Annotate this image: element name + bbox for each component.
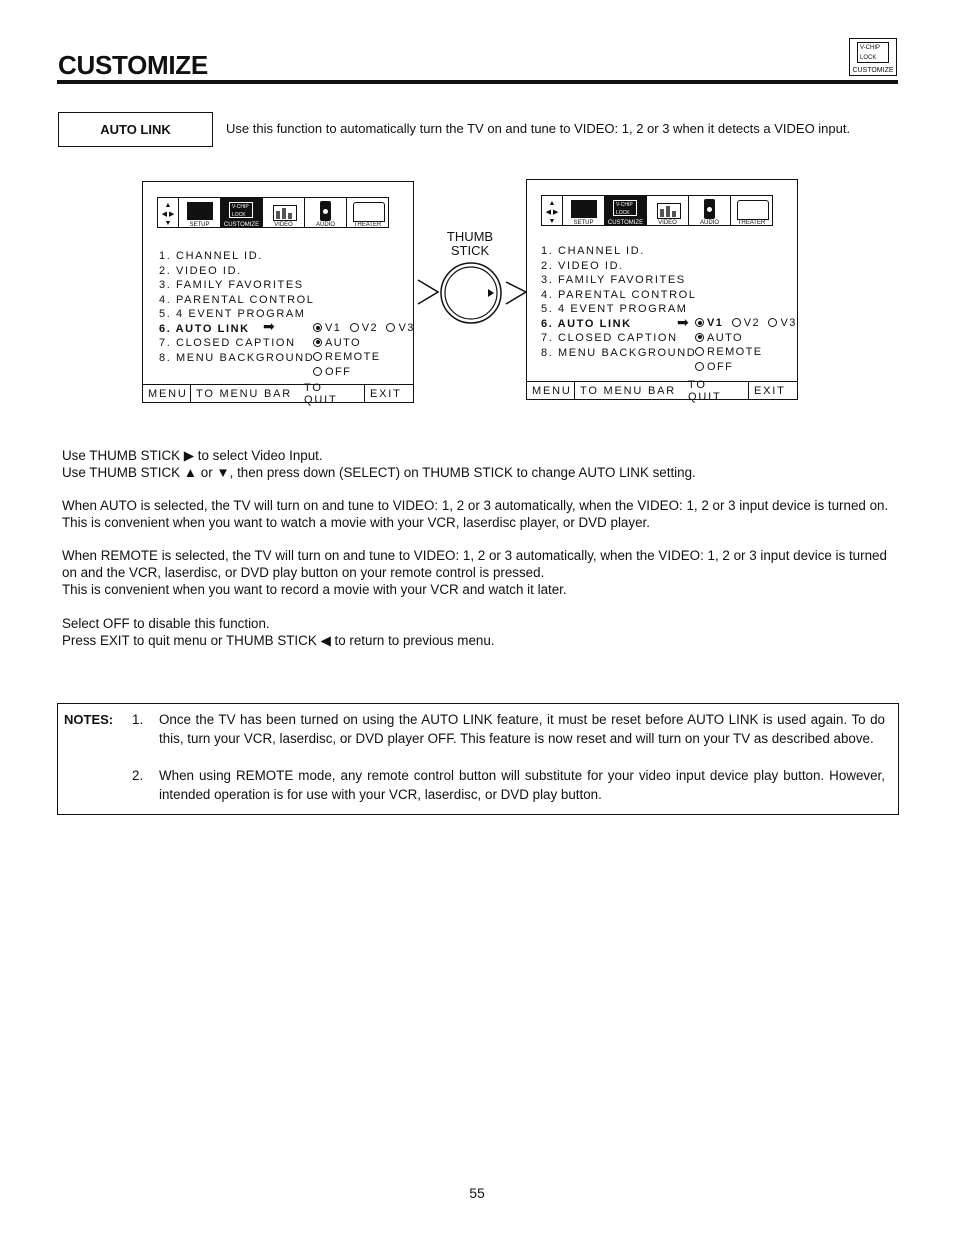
paragraph-remote-convenience: This is convenient when you want to record a movie with your VCR and watch it later. (62, 582, 567, 597)
tab-audio: AUDIO (689, 195, 731, 226)
customize-icon-caption: CUSTOMIZE (852, 67, 894, 74)
header-rule (57, 80, 898, 84)
instruction-select-input: Use THUMB STICK ▶ to select Video Input. (62, 448, 323, 463)
radio-icon (768, 318, 777, 327)
menu-item-auto-link: 6. AUTO LINK (541, 317, 632, 330)
radio-icon (350, 323, 359, 332)
customize-icon (849, 38, 897, 76)
nav-arrows-icon: ▲ ◀ ▶ ▼ (541, 195, 563, 226)
menu-item: 2. VIDEO ID. (159, 264, 242, 277)
right-arrow-icon: ➡ (677, 314, 689, 330)
tab-audio: AUDIO (305, 197, 347, 228)
notes-box (57, 703, 899, 815)
page-number: 55 (469, 1185, 485, 1201)
nav-arrows-icon: ▲ ◀ ▶ ▼ (157, 197, 179, 228)
paragraph-auto: When AUTO is selected, the TV will turn on and tune to VIDEO: 1, 2 or 3 automatically, when the VIDEO: 1, 2 or 3 input device is turned on. This is convenient when you want to watch a movie with your VCR, laserdisc player, or DVD player. (62, 498, 889, 530)
tab-setup: SETUP (179, 197, 221, 228)
tab-video: VIDEO (647, 195, 689, 226)
radio-icon (695, 347, 704, 356)
menu-icon-bar (157, 197, 389, 231)
theater-icon (353, 202, 385, 222)
menu-item: 1. CHANNEL ID. (159, 250, 263, 262)
menu-item: 2. VIDEO ID. (541, 259, 624, 272)
vchip-art: V-CHIP LOCK (857, 42, 889, 63)
menu-item: 1. CHANNEL ID. (541, 245, 645, 257)
tab-theater: THEATER (347, 197, 389, 228)
menu-item: 3. FAMILY FAVORITES (159, 279, 304, 291)
thumb-stick-label: THUMB STICK (446, 229, 494, 258)
menu-bottom-bar: MENU TO MENU BAR TO QUIT EXIT (143, 384, 413, 402)
right-arrow-icon: ➡ (263, 318, 275, 334)
tv-menu-screen-after (526, 179, 798, 403)
radio-icon (313, 352, 322, 361)
page-title: CUSTOMIZE (58, 50, 208, 80)
menu-item-auto-link: 6. AUTO LINK (159, 322, 250, 335)
radio-selected-icon (695, 333, 704, 342)
instruction-off: Select OFF to disable this function. (62, 616, 270, 631)
menu-item: 8. MENU BACKGROUND (159, 351, 315, 364)
tv-menu-screen-before (142, 181, 415, 406)
radio-selected-icon (695, 318, 704, 327)
speaker-icon (704, 199, 715, 219)
radio-selected-icon (313, 323, 322, 332)
menu-item: 8. MENU BACKGROUND (541, 346, 697, 359)
menu-item: 5. 4 EVENT PROGRAM (159, 308, 306, 320)
menu-item-list (159, 249, 315, 365)
menu-item-list (541, 244, 697, 360)
radio-selected-icon (313, 338, 322, 347)
radio-icon (732, 318, 741, 327)
menu-item: 7. CLOSED CAPTION (541, 332, 678, 344)
menu-item: 3. FAMILY FAVORITES (541, 274, 686, 286)
tab-customize: V-CHIP LOCK CUSTOMIZE (221, 197, 263, 228)
menu-bottom-bar: MENU TO MENU BAR TO QUIT EXIT (527, 381, 797, 399)
auto-link-label-box: AUTO LINK (58, 112, 213, 147)
menu-item: 7. CLOSED CAPTION (159, 337, 296, 349)
tab-customize: V-CHIP LOCK CUSTOMIZE (605, 195, 647, 226)
note-text: When using REMOTE mode, any remote control button will substitute for your video input device play button. However, intended operation is for use with your VCR, laserdisc, or DVD play button. (159, 768, 885, 802)
paragraph-remote: When REMOTE is selected, the TV will turn on and tune to VIDEO: 1, 2 or 3 automatically, when the VIDEO: 1, 2 or 3 input device is turned on and the VCR, laserdisc, or DVD play button on your remote control is pressed. (62, 548, 887, 580)
radio-icon (313, 367, 322, 376)
menu-item: 4. PARENTAL CONTROL (159, 293, 315, 306)
radio-icon (386, 323, 395, 332)
instruction-exit: Press EXIT to quit menu or THUMB STICK ◀ to return to previous menu. (62, 633, 495, 648)
thumb-stick-icon (414, 257, 528, 327)
notes-label: NOTES: (64, 712, 114, 727)
auto-link-options: V1 V2 V3 AUTO REMOTE OFF (695, 316, 797, 374)
auto-link-options: V1 V2 V3 AUTO REMOTE OFF (313, 321, 415, 379)
note-number: 1. (132, 712, 144, 727)
menu-icon-bar (541, 195, 773, 229)
tab-video: VIDEO (263, 197, 305, 228)
speaker-icon (320, 201, 331, 221)
instruction-change-setting: Use THUMB STICK ▲ or ▼, then press down (SELECT) on THUMB STICK to change AUTO LINK setting. (62, 465, 696, 480)
note-number: 2. (132, 768, 144, 783)
radio-icon (695, 362, 704, 371)
tab-setup: SETUP (563, 195, 605, 226)
note-text: Once the TV has been turned on using the AUTO LINK feature, it must be reset before AUTO LINK is used again. To do this, turn your VCR, laserdisc, or DVD player OFF. This feature is now reset and will turn on your TV as described above. (159, 712, 885, 746)
auto-link-description: Use this function to automatically turn the TV on and tune to VIDEO: 1, 2 or 3 when it detects a VIDEO input. (226, 121, 851, 136)
theater-icon (737, 200, 769, 220)
menu-item: 4. PARENTAL CONTROL (541, 288, 697, 301)
menu-item: 5. 4 EVENT PROGRAM (541, 303, 688, 315)
tab-theater: THEATER (731, 195, 773, 226)
